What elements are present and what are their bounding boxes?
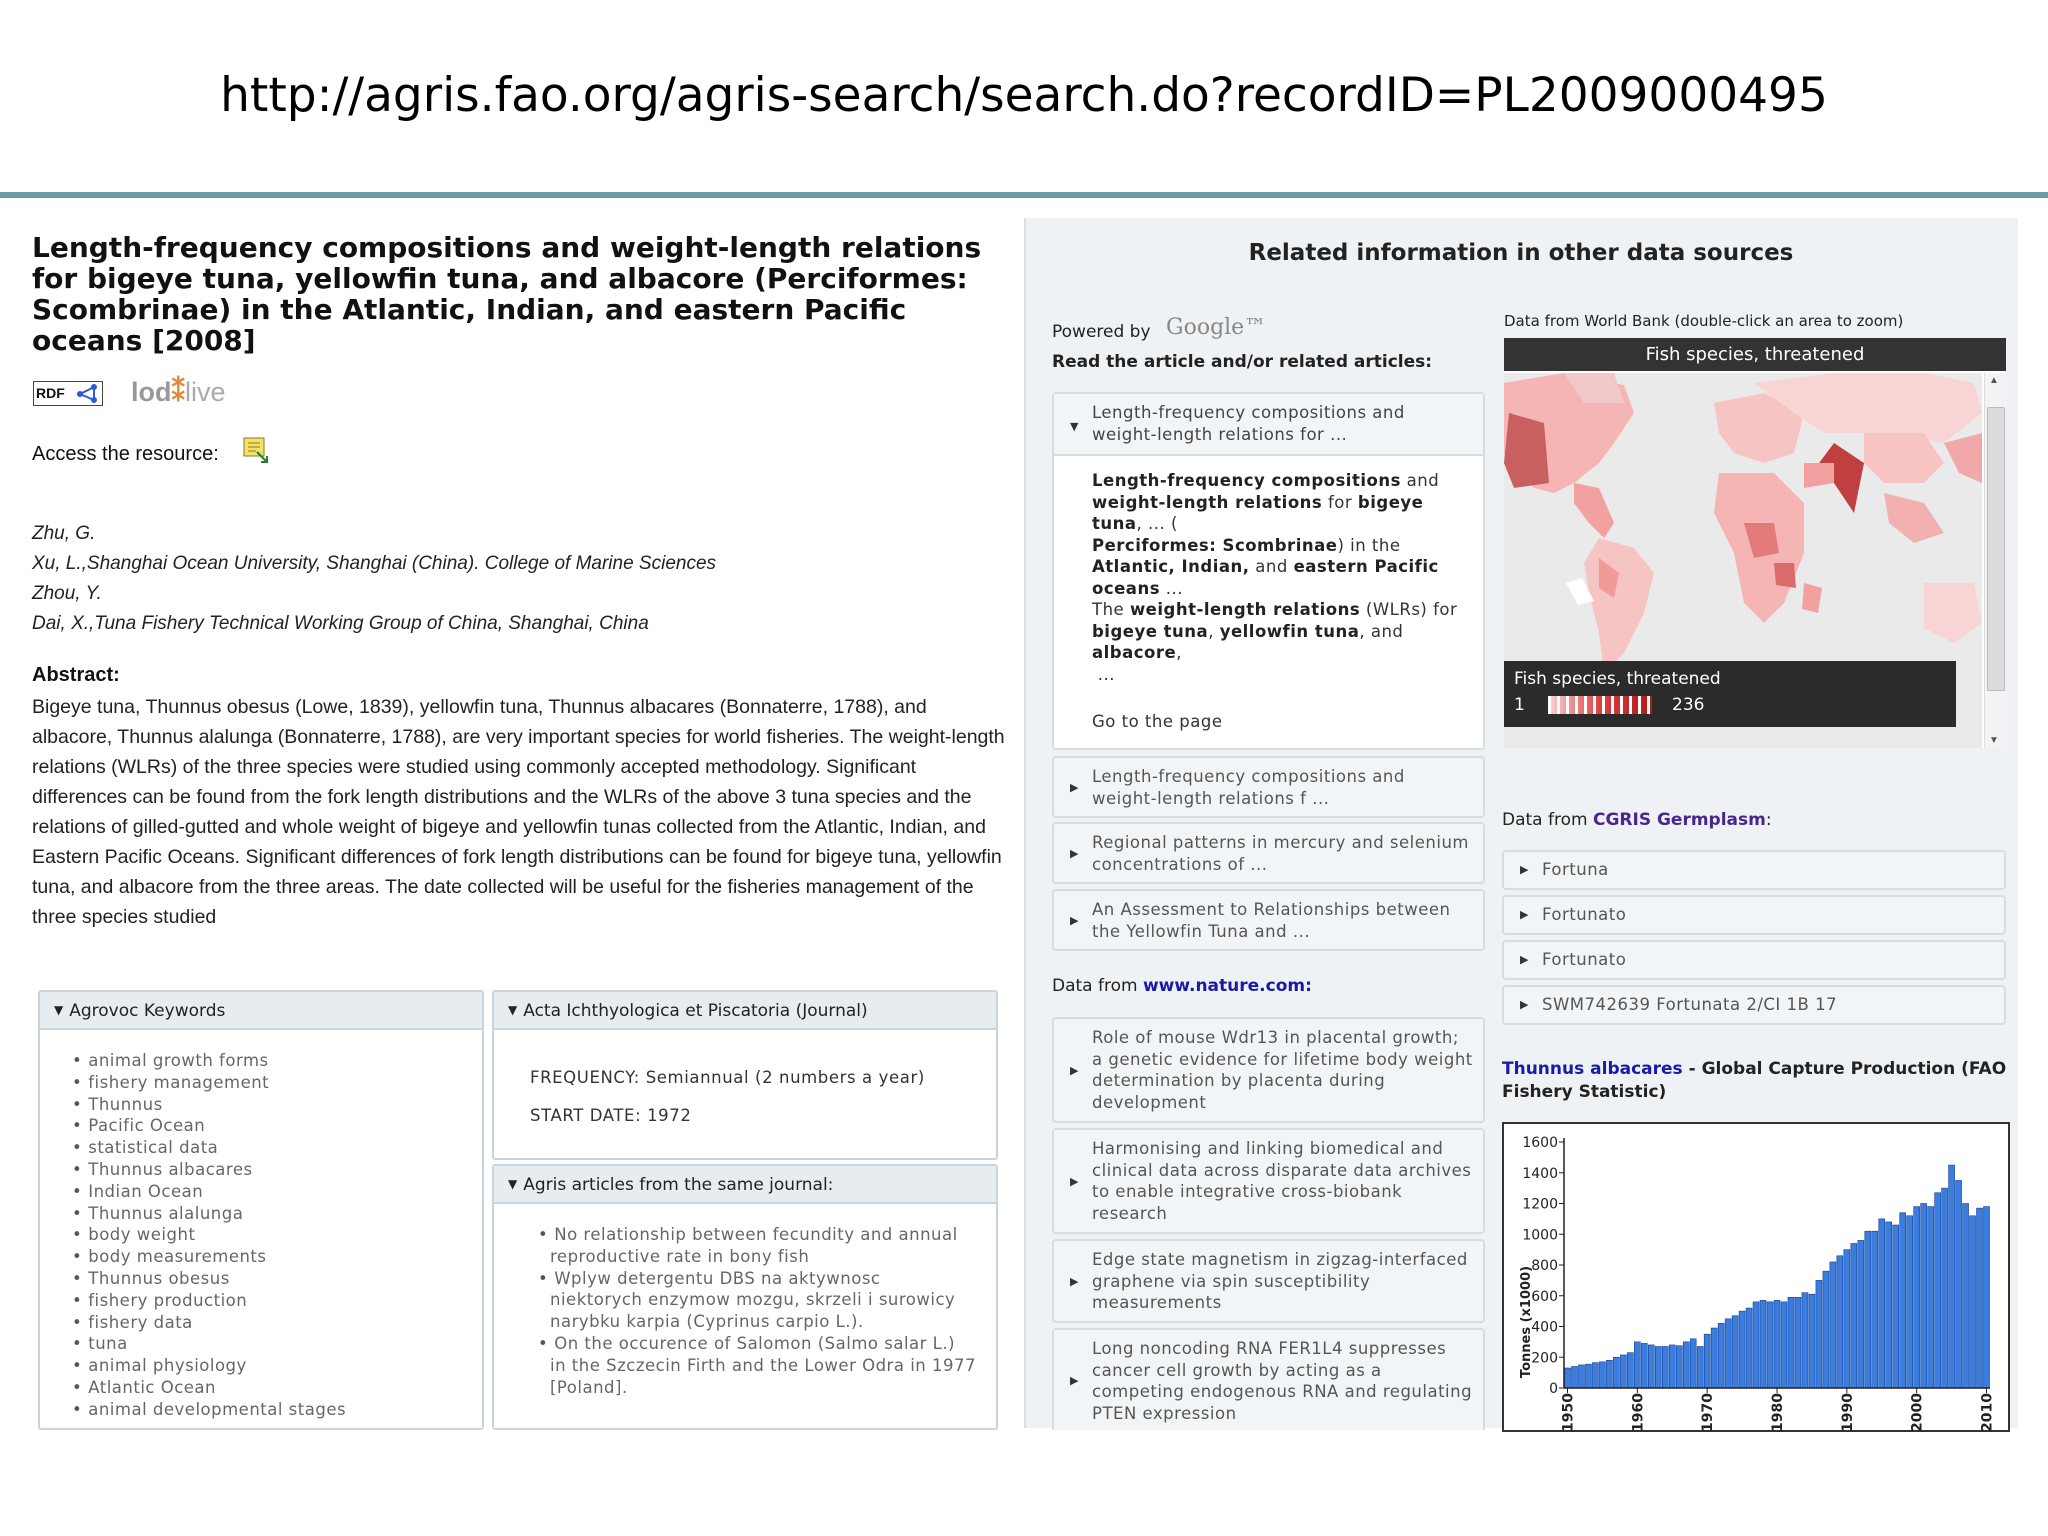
- y-tick-label: 0: [1549, 1381, 1558, 1397]
- chart-bar: [1711, 1328, 1717, 1388]
- chart-bar: [1977, 1208, 1983, 1388]
- nature-result[interactable]: ▶ Harmonising and linking biomedical and clinical data across disparate data archives to enable integrative cross-biobank research: [1052, 1128, 1485, 1234]
- chart-bar: [1669, 1345, 1675, 1388]
- legend-gradient: [1548, 696, 1652, 714]
- chart-bar: [1963, 1204, 1969, 1389]
- journal-title: Acta Ichthyologica et Piscatoria (Journal): [523, 1001, 868, 1021]
- same-journal-panel: [492, 1164, 998, 1430]
- legend-scale: [1514, 695, 1946, 715]
- worldbank-map-widget: [1504, 338, 2006, 748]
- chart-bar: [1984, 1207, 1990, 1388]
- x-tick-label: 1950: [1560, 1393, 1577, 1432]
- chart-bar: [1956, 1180, 1962, 1388]
- chart-bar: [1816, 1280, 1822, 1388]
- google-result[interactable]: ▶ An Assessment to Relationships between the Yellowfin Tuna and ...: [1052, 889, 1485, 951]
- chart-bar: [1634, 1342, 1640, 1388]
- y-tick-label: 600: [1531, 1288, 1558, 1305]
- expand-triangle-icon: ▶: [1520, 908, 1529, 921]
- google-result[interactable]: ▶ Regional patterns in mercury and selenium concentrations of ...: [1052, 822, 1485, 884]
- chart-bar: [1928, 1207, 1934, 1388]
- keyword-link[interactable]: • Thunnus albacares: [84, 1159, 482, 1181]
- y-tick-label: 200: [1531, 1350, 1558, 1367]
- chart-bar: [1746, 1308, 1752, 1388]
- chart-bar: [1767, 1302, 1773, 1388]
- read-articles-label: Read the article and/or related articles:: [1052, 352, 1433, 372]
- keyword-link[interactable]: • Thunnus alalunga: [84, 1203, 482, 1225]
- chart-bar: [1830, 1262, 1836, 1388]
- chart-bar: [1565, 1368, 1571, 1388]
- x-tick-label: 1970: [1700, 1393, 1717, 1432]
- chart-bar: [1676, 1346, 1682, 1388]
- y-tick-label: 1600: [1522, 1135, 1558, 1151]
- google-result-expanded: [1052, 392, 1485, 750]
- collapse-triangle-icon: ▼: [508, 1177, 518, 1191]
- x-tick-label: 1990: [1839, 1393, 1856, 1432]
- map-title: Fish species, threatened: [1504, 338, 2006, 371]
- chart-bar: [1641, 1343, 1647, 1388]
- x-tick-label: 1980: [1770, 1393, 1786, 1432]
- keyword-link[interactable]: • animal physiology: [84, 1355, 482, 1377]
- journal-start-date: START DATE: 1972: [530, 1106, 692, 1125]
- cgris-item[interactable]: ▶ Fortunato: [1502, 895, 2006, 935]
- cgris-item[interactable]: ▶ Fortunato: [1502, 940, 2006, 980]
- cgris-item[interactable]: ▶ SWM742639 Fortunata 2/CI 1B 17: [1502, 985, 2006, 1025]
- chart-bar: [1662, 1346, 1668, 1388]
- nature-label: Data from www.nature.com:: [1052, 976, 1312, 996]
- expand-triangle-icon: ▶: [1070, 914, 1079, 927]
- chart-bar: [1893, 1225, 1899, 1388]
- author[interactable]: Dai, X.,Tuna Fishery Technical Working Group of China, Shanghai, China: [32, 613, 649, 634]
- chart-bar: [1935, 1193, 1941, 1388]
- rdf-button[interactable]: [33, 381, 103, 406]
- chart-ylabel: Tonnes (x1000): [1519, 1265, 1534, 1379]
- expand-triangle-icon: ▶: [1070, 1275, 1079, 1288]
- keyword-link[interactable]: • Thunnus obesus: [84, 1268, 482, 1290]
- chart-bar: [1907, 1216, 1913, 1388]
- abstract-label: Abstract:: [32, 664, 120, 686]
- rdf-graph-icon: [74, 383, 100, 404]
- chart-bar: [1732, 1316, 1738, 1388]
- chart-bar: [1844, 1250, 1850, 1388]
- same-journal-list: [494, 1204, 996, 1398]
- chart-bar: [1718, 1323, 1724, 1388]
- lodlive-lod: lod: [131, 377, 172, 407]
- chart-bar: [1739, 1311, 1745, 1388]
- access-resource-icon[interactable]: [241, 436, 269, 463]
- agrovoc-header[interactable]: [40, 992, 482, 1030]
- chart-bar: [1872, 1231, 1878, 1388]
- chart-bar: [1613, 1357, 1619, 1388]
- abstract-text: Bigeye tuna, Thunnus obesus (Lowe, 1839), yellowfin tuna, Thunnus albacares (Bonnaterre, 1788), and albacore, Thunnus alalunga (Bonnaterre, 1788), are very important species for world fisheries. The weight-length relations (WLRs) of the three species were studied using commonly accepted methodology. Significant differences can be found from the fork length distributions and the WLRs of the above 3 tuna species and the relations of gilled-gutted and whole weight of bigeye and yellowfin tunas collected from the Atlantic, Indian, and Eastern Pacific Oceans. Significant differences of fork length distributions can be found for bigeye tuna, yellowfin tuna, and albacore from the three areas. The date collected will be useful for the fisheries management of the three species studied: [32, 696, 1005, 928]
- chart-bar: [1942, 1188, 1948, 1388]
- agrovoc-title: Agrovoc Keywords: [69, 1001, 226, 1021]
- legend-max: 236: [1672, 695, 1705, 715]
- chart-bar: [1837, 1256, 1843, 1388]
- scroll-thumb[interactable]: [1987, 407, 2005, 691]
- collapse-triangle-icon: ▼: [508, 1003, 518, 1017]
- expand-triangle-icon: ▶: [1070, 1175, 1079, 1188]
- journal-frequency: FREQUENCY: Semiannual (2 numbers a year): [530, 1068, 925, 1087]
- lodlive-button[interactable]: [131, 377, 226, 408]
- y-tick-label: 1000: [1522, 1227, 1558, 1244]
- chart-bar: [1690, 1339, 1696, 1388]
- lodlive-dots-icon: ⁑: [171, 377, 185, 407]
- keyword-link[interactable]: • fishery data: [84, 1312, 482, 1334]
- powered-by-label: Powered by: [1052, 322, 1151, 342]
- keyword-link[interactable]: • fishery production: [84, 1290, 482, 1312]
- chart-bar: [1949, 1165, 1955, 1388]
- chart-bar: [1914, 1207, 1920, 1388]
- scroll-down-icon[interactable]: ▼: [1989, 735, 1999, 746]
- rdf-label: RDF: [36, 385, 65, 401]
- chart-bar: [1781, 1302, 1787, 1388]
- x-tick-label: 2010: [1979, 1393, 1996, 1432]
- chart-bar: [1823, 1271, 1829, 1388]
- chart-bar: [1592, 1363, 1598, 1388]
- keyword-link[interactable]: • Pacific Ocean: [84, 1115, 482, 1137]
- map-scrollbar[interactable]: [1984, 373, 2006, 748]
- access-resource-label: Access the resource:: [32, 443, 219, 465]
- chart-bar: [1648, 1345, 1654, 1388]
- expanded-triangle-icon: ▼: [1070, 420, 1079, 433]
- cgris-label: Data from CGRIS Germplasm:: [1502, 810, 1772, 830]
- agrovoc-panel: [38, 990, 484, 1430]
- chart-bar: [1970, 1216, 1976, 1388]
- chart-bar: [1809, 1294, 1815, 1388]
- keyword-link[interactable]: • fishery management: [84, 1072, 482, 1094]
- fao-chart-title: Thunnus albacares - Global Capture Production (FAO Fishery Statistic): [1502, 1059, 2007, 1102]
- expand-triangle-icon: ▶: [1070, 781, 1079, 794]
- expand-triangle-icon: ▶: [1520, 998, 1529, 1011]
- chart-bar: [1774, 1300, 1780, 1388]
- chart-bar: [1802, 1293, 1808, 1388]
- chart-bar: [1851, 1243, 1857, 1388]
- nature-result[interactable]: ▶ Edge state magnetism in zigzag-interfaced graphene via spin susceptibility measurements: [1052, 1239, 1485, 1323]
- same-journal-title: Agris articles from the same journal:: [523, 1175, 834, 1195]
- author[interactable]: Xu, L.,Shanghai Ocean University, Shanghai (China). College of Marine Sciences: [32, 553, 717, 574]
- record-title: Length-frequency compositions and weight-length relations for bigeye tuna, yellowfin tuna, and albacore (Perciformes: Scombrinae) in the Atlantic, Indian, and eastern Pacific oceans [2008]: [32, 231, 982, 357]
- chart-bar: [1620, 1355, 1626, 1388]
- keyword-link[interactable]: • animal growth forms: [84, 1050, 482, 1072]
- expand-triangle-icon: ▶: [1520, 863, 1529, 876]
- keyword-link[interactable]: • tuna: [84, 1333, 482, 1355]
- cgris-item[interactable]: ▶ Fortuna: [1502, 850, 2006, 890]
- chart-bar: [1760, 1300, 1766, 1388]
- keyword-link[interactable]: • animal developmental stages: [84, 1399, 482, 1421]
- page-url: http://agris.fao.org/agris-search/search.do?recordID=PL2009000495: [220, 68, 1828, 123]
- keyword-link[interactable]: • statistical data: [84, 1137, 482, 1159]
- expand-triangle-icon: ▶: [1070, 1064, 1079, 1077]
- scroll-up-icon[interactable]: ▲: [1989, 375, 1999, 386]
- google-result-snippet: Length-frequency compositions and weight-length relations for bigeye tuna, ... ( Perciformes: Scombrinae) in the Atlantic, Indian, and eastern Pacific oceans ... The weight-length relations (WLRs) for bigeye tuna, yellowfin tuna, and albacore, ...: [1092, 471, 1458, 684]
- google-result[interactable]: ▶ Length-frequency compositions and weight-length relations f ...: [1052, 756, 1485, 818]
- cgris-link[interactable]: CGRIS Germplasm: [1592, 810, 1766, 830]
- nature-link[interactable]: www.nature.com:: [1142, 976, 1312, 996]
- expand-triangle-icon: ▶: [1520, 953, 1529, 966]
- google-result-header[interactable]: [1054, 394, 1483, 456]
- chart-bar: [1606, 1360, 1612, 1388]
- chart-bar: [1578, 1365, 1584, 1388]
- google-result-title: Length-frequency compositions and weight-length relations for ...: [1092, 403, 1405, 444]
- keyword-link[interactable]: • body weight: [84, 1224, 482, 1246]
- y-tick-label: 1200: [1522, 1196, 1558, 1213]
- author[interactable]: Zhu, G.: [32, 523, 96, 544]
- chart-bar: [1900, 1213, 1906, 1388]
- article-link[interactable]: • Wplyw detergentu DBS na aktywnosc niektorych enzymow mozgu, skrzeli i surowicy narybku karpia (Cyprinus carpio L.).: [550, 1268, 976, 1333]
- journal-panel: [492, 990, 998, 1160]
- expand-triangle-icon: ▶: [1070, 847, 1079, 860]
- legend-min: 1: [1514, 695, 1525, 715]
- chart-bar: [1788, 1297, 1794, 1388]
- y-tick-label: 400: [1531, 1319, 1558, 1336]
- nature-result[interactable]: ▶ Long noncoding RNA FER1L4 suppresses cancer cell growth by acting as a competing endogenous RNA and regulating PTEN expression: [1052, 1328, 1485, 1430]
- same-journal-header[interactable]: [494, 1166, 996, 1204]
- worldbank-label: Data from World Bank (double-click an area to zoom): [1504, 312, 1904, 330]
- chart-bar: [1795, 1297, 1801, 1388]
- capture-production-chart: [1502, 1122, 2010, 1432]
- expand-triangle-icon: ▶: [1070, 1374, 1079, 1387]
- chart-bar: [1599, 1362, 1605, 1388]
- chart-bar: [1725, 1319, 1731, 1388]
- chart-bar: [1627, 1353, 1633, 1388]
- chart-bar: [1753, 1302, 1759, 1388]
- author[interactable]: Zhou, Y.: [32, 583, 102, 604]
- go-to-page-link[interactable]: Go to the page: [1092, 712, 1223, 731]
- y-tick-label: 1400: [1522, 1165, 1558, 1182]
- chart-bar: [1697, 1346, 1703, 1388]
- keyword-link[interactable]: • Thunnus: [84, 1094, 482, 1116]
- chart-bar: [1571, 1366, 1577, 1388]
- keyword-link[interactable]: • body measurements: [84, 1246, 482, 1268]
- agrovoc-list: [40, 1030, 482, 1421]
- x-tick-label: 2000: [1909, 1393, 1926, 1432]
- journal-header[interactable]: [494, 992, 996, 1030]
- article-link[interactable]: • On the occurence of Salomon (Salmo salar L.) in the Szczecin Firth and the Lower Odra in 1977 [Poland].: [550, 1333, 976, 1398]
- chart-bar: [1585, 1364, 1591, 1388]
- chart-bar: [1655, 1346, 1661, 1388]
- chart-bar: [1704, 1334, 1710, 1388]
- species-link[interactable]: Thunnus albacares: [1502, 1059, 1683, 1079]
- chart-bar: [1865, 1231, 1871, 1388]
- article-link[interactable]: • No relationship between fecundity and annual reproductive rate in bony fish: [550, 1224, 976, 1268]
- collapse-triangle-icon: ▼: [54, 1003, 64, 1017]
- lodlive-live: live: [185, 377, 226, 407]
- y-tick-label: 800: [1531, 1258, 1558, 1274]
- chart-bar: [1879, 1219, 1885, 1388]
- legend-title: Fish species, threatened: [1514, 669, 1721, 689]
- keyword-link[interactable]: • Indian Ocean: [84, 1181, 482, 1203]
- chart-bar: [1886, 1222, 1892, 1388]
- chart-bar: [1858, 1240, 1864, 1388]
- google-logo: Google™: [1166, 315, 1267, 340]
- nature-result[interactable]: ▶ Role of mouse Wdr13 in placental growth; a genetic evidence for lifetime body weight determination by placenta during development: [1052, 1017, 1485, 1123]
- keyword-link[interactable]: • Atlantic Ocean: [84, 1377, 482, 1399]
- chart-bar: [1921, 1204, 1927, 1389]
- map-legend: [1504, 661, 1956, 727]
- x-tick-label: 1960: [1630, 1393, 1647, 1432]
- related-title: Related information in other data sources: [1248, 240, 1794, 266]
- divider: [0, 192, 2048, 198]
- chart-bar: [1683, 1342, 1689, 1388]
